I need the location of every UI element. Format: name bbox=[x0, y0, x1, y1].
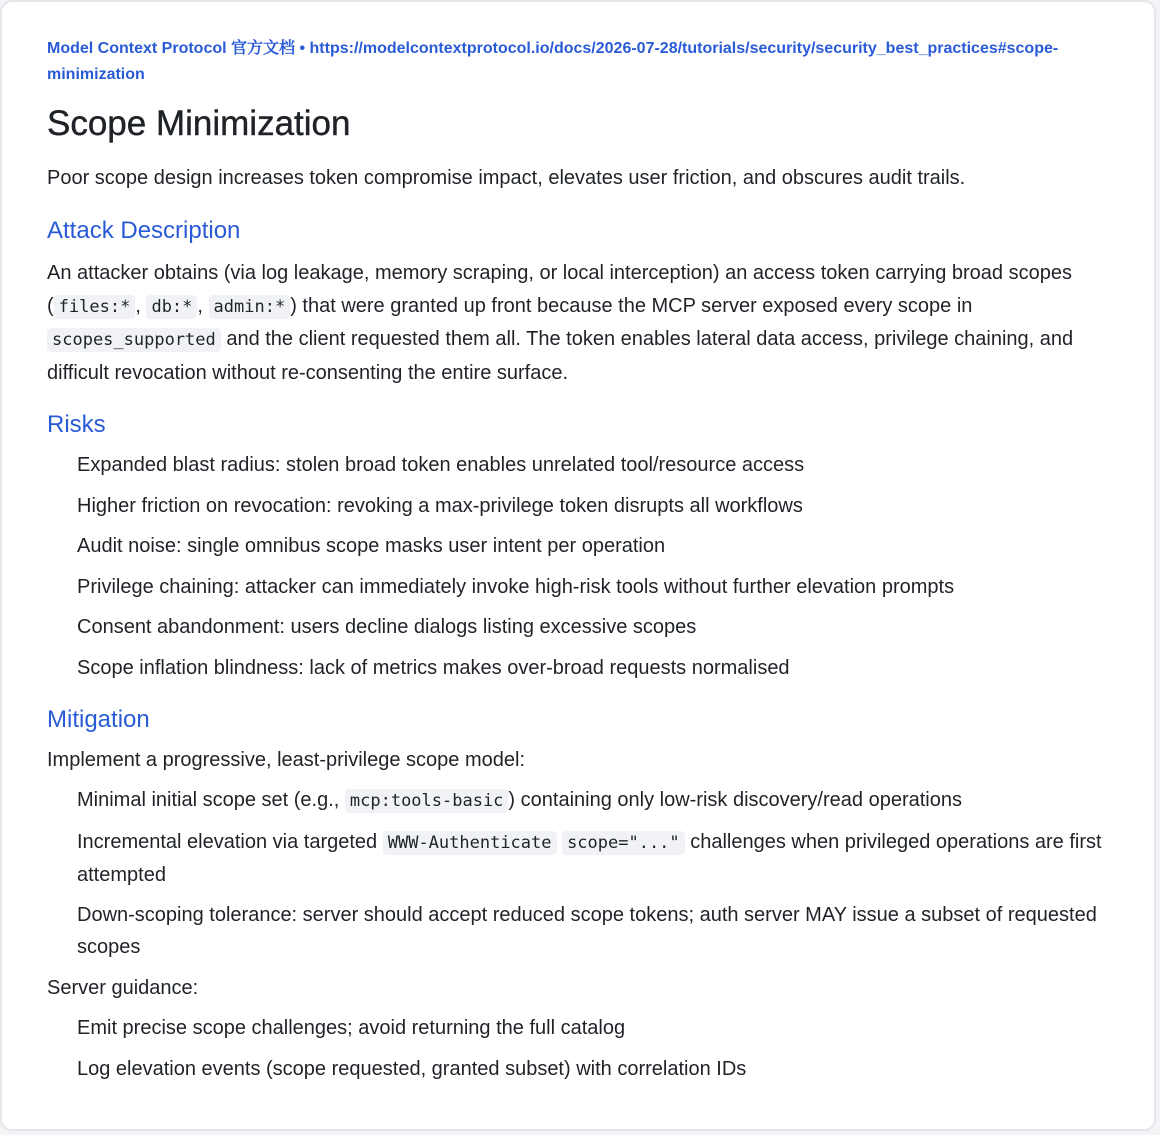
code-scopes-supported: scopes_supported bbox=[47, 328, 221, 352]
page-title: Scope Minimization bbox=[47, 104, 351, 143]
list-item bbox=[77, 826, 1127, 891]
attack-text-2: ) that were granted up front because the MCP server exposed every scope in bbox=[290, 294, 973, 317]
list-item: Log elevation events (scope requested, granted subset) with correlation IDs bbox=[77, 1057, 747, 1080]
mitigation-intro: Implement a progressive, least-privilege scope model: bbox=[47, 748, 525, 771]
risks-list bbox=[47, 449, 1127, 684]
mitigation-item2-tail: challenges when privileged operations are first attempted bbox=[77, 830, 1102, 886]
attack-description-heading: Attack Description bbox=[47, 217, 241, 244]
mitigation-item2-text: Incremental elevation via targeted bbox=[77, 830, 383, 853]
attack-text-1: An attacker obtains (via log leakage, memory scraping, or local interception) an access token carrying broad scopes ( bbox=[47, 262, 1072, 317]
code-www-authenticate: WWW-Authenticate bbox=[383, 831, 557, 855]
code-mcp-tools-basic: mcp:tools-basic bbox=[345, 789, 509, 813]
mitigation-heading: Mitigation bbox=[47, 705, 150, 733]
list-item: Higher friction on revocation: revoking a max-privilege token disrupts all workflows bbox=[77, 494, 803, 517]
list-item: Emit precise scope challenges; avoid returning the full catalog bbox=[77, 1017, 626, 1039]
attack-description-paragraph bbox=[47, 257, 1127, 389]
server-guidance-intro: Server guidance: bbox=[47, 976, 199, 999]
source-separator: • bbox=[295, 40, 310, 57]
attack-text-3: and the client requested them all. The token enables lateral data access, privilege chaining, and difficult revocation without re-consenting the entire surface. bbox=[47, 328, 1074, 384]
list-item: Scope inflation blindness: lack of metrics makes over-broad requests normalised bbox=[77, 656, 790, 679]
code-scope-param: scope="..." bbox=[562, 831, 685, 855]
list-item: Audit noise: single omnibus scope masks user intent per operation bbox=[77, 535, 666, 557]
guidance-list bbox=[47, 1012, 1127, 1085]
code-admin-scope: admin:* bbox=[209, 295, 291, 319]
risks-heading: Risks bbox=[47, 411, 106, 438]
list-item bbox=[77, 784, 1127, 817]
document-content bbox=[47, 36, 1127, 1093]
mitigation-list bbox=[47, 784, 1127, 963]
code-db-scope: db:* bbox=[146, 295, 197, 319]
source-line bbox=[47, 36, 1127, 88]
attack-sep-2: , bbox=[197, 294, 209, 317]
list-item: Consent abandonment: users decline dialogs listing excessive scopes bbox=[77, 616, 697, 638]
code-files-scope: files:* bbox=[54, 295, 136, 319]
mitigation-item1-text: Minimal initial scope set (e.g., bbox=[77, 789, 345, 811]
source-site: Model Context Protocol 官方文档 bbox=[47, 40, 296, 57]
lead-paragraph: Poor scope design increases token compromise impact, elevates user friction, and obscures audit trails. bbox=[47, 167, 966, 189]
attack-sep-1: , bbox=[135, 294, 147, 317]
source-url-link[interactable]: https://modelcontextprotocol.io/docs/2026-07-28/tutorials/security/security_best_practices#scope-minimization bbox=[47, 40, 1059, 83]
mitigation-item1-tail: ) containing only low-risk discovery/read operations bbox=[508, 789, 962, 811]
list-item: Down-scoping tolerance: server should accept reduced scope tokens; auth server MAY issue a subset of requested scopes bbox=[77, 904, 1097, 958]
list-item: Privilege chaining: attacker can immediately invoke high-risk tools without further elevation prompts bbox=[77, 575, 955, 598]
list-item: Expanded blast radius: stolen broad token enables unrelated tool/resource access bbox=[77, 454, 805, 476]
